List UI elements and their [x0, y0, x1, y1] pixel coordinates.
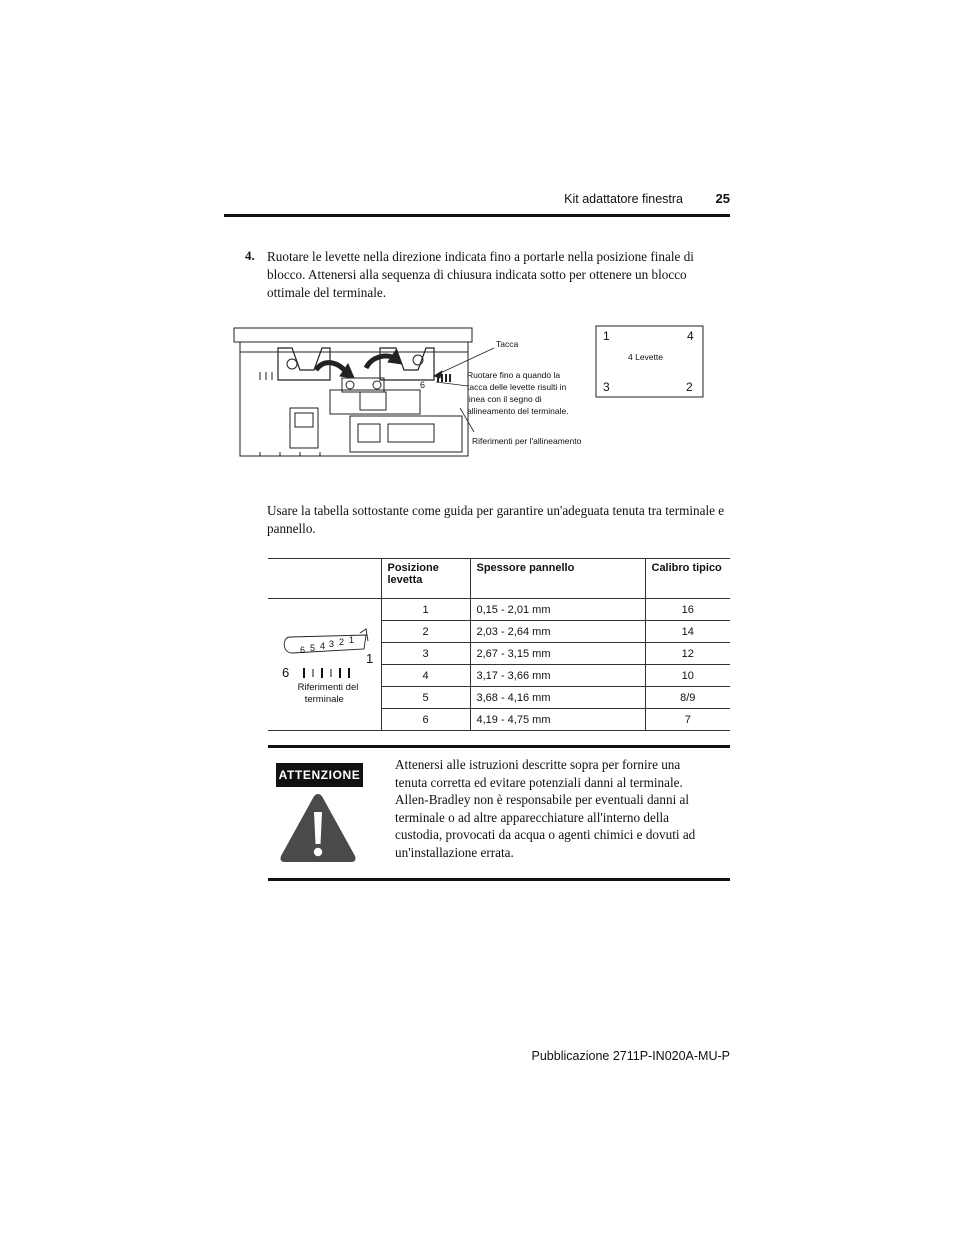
table-cell-position: 1: [381, 599, 470, 621]
label-rotate-line: Ruotare fino a quando la: [467, 370, 561, 380]
table-row: [268, 599, 730, 621]
ref-number: 2: [339, 637, 345, 647]
table-cell-gauge: 8/9: [645, 687, 730, 709]
table-cell-thickness: 4,19 - 4,75 mm: [470, 709, 645, 731]
lever-rotation-figure: [230, 320, 710, 462]
svg-text:Ruotare fino a quando la t: [467, 370, 569, 416]
attention-top-rule: [268, 745, 730, 748]
header-rule: [224, 214, 730, 217]
terminal-drawing: [234, 328, 472, 456]
table-header-position: Posizione levetta: [381, 559, 470, 599]
attention-bottom-rule: [268, 878, 730, 881]
sequence-box: [596, 326, 703, 397]
step-number: 4.: [245, 248, 255, 263]
table-cell-thickness: 3,17 - 3,66 mm: [470, 665, 645, 687]
sequence-num-2: 2: [686, 380, 693, 394]
table-cell-gauge: 16: [645, 599, 730, 621]
ref-caption-line: Riferimenti del: [297, 682, 359, 691]
publication-footer: Pubblicazione 2711P-IN020A-MU-P: [531, 1049, 730, 1063]
table-header-gauge: Calibro tipico: [645, 559, 730, 599]
header-title: Kit adattatore finestra: [564, 192, 683, 206]
ref-number: 4: [320, 641, 326, 651]
table-header-empty: [268, 559, 381, 599]
ref-number: 3: [329, 639, 335, 649]
table-cell-thickness: 0,15 - 2,01 mm: [470, 599, 645, 621]
warning-triangle-icon: [279, 792, 357, 864]
seal-table: [268, 558, 730, 731]
ref-number: 5: [310, 643, 316, 653]
table-cell-position: 6: [381, 709, 470, 731]
table-cell-gauge: 7: [645, 709, 730, 731]
terminal-reference-diagram: [268, 599, 381, 691]
table-header-row: [268, 559, 730, 599]
ref-big-one: 1: [366, 651, 374, 666]
label-rotate-line: tacca delle levette risulti in: [467, 382, 567, 392]
table-cell-gauge: 12: [645, 643, 730, 665]
attention-label: ATTENZIONE: [276, 763, 363, 787]
table-cell-position: 4: [381, 665, 470, 687]
ref-caption-line: terminale: [304, 694, 344, 705]
label-rotate-line: allineamento del terminale.: [467, 406, 569, 416]
table-cell-thickness: 2,03 - 2,64 mm: [470, 621, 645, 643]
label-rotate-line: linea con il segno di: [467, 394, 542, 404]
table-cell-position: 5: [381, 687, 470, 709]
ref-number: 6: [300, 645, 306, 655]
table-cell-thickness: 2,67 - 3,15 mm: [470, 643, 645, 665]
table-cell-gauge: 14: [645, 621, 730, 643]
sequence-num-1: 1: [603, 329, 610, 343]
table-cell-thickness: 3,68 - 4,16 mm: [470, 687, 645, 709]
label-tacca: Tacca: [496, 339, 519, 349]
table-cell-position: 3: [381, 643, 470, 665]
label-alignment-references: Riferimenti per l'allineamento: [472, 436, 582, 446]
svg-text:Riferimenti del: [298, 682, 359, 691]
terminal-reference-cell: [268, 599, 381, 731]
step-text: Ruotare le levette nella direzione indicata fino a portarle nella posizione finale di blocco. Attenersi alla sequenza di chiusura indicata sotto per ottenere un blocco ottimale del terminale.: [267, 249, 694, 300]
label-six: 6: [420, 380, 426, 390]
page-number: 25: [715, 191, 730, 206]
attention-text: Attenersi alle istruzioni descritte sopra per fornire una tenuta corretta ed evitare potenziali danni al terminale. Allen-Bradley non è responsabile per eventuali danni al terminale o ad altre apparecchiature all'interno della custodia, provocati da acqua o agenti chimici e dovuti ad un'installazione errata.: [395, 757, 696, 860]
intro-text: Usare la tabella sottostante come guida per garantire un'adeguata tenuta tra terminale e pannello.: [267, 503, 725, 536]
sequence-label: 4 Levette: [628, 352, 663, 362]
table-cell-gauge: 10: [645, 665, 730, 687]
ref-number: 1: [349, 635, 355, 645]
ref-marks: [304, 668, 349, 678]
table-header-thickness: Spessore pannello: [470, 559, 645, 599]
sequence-num-3: 3: [603, 380, 610, 394]
table-cell-position: 2: [381, 621, 470, 643]
sequence-num-4: 4: [687, 329, 694, 343]
ref-big-six: 6: [282, 665, 290, 680]
